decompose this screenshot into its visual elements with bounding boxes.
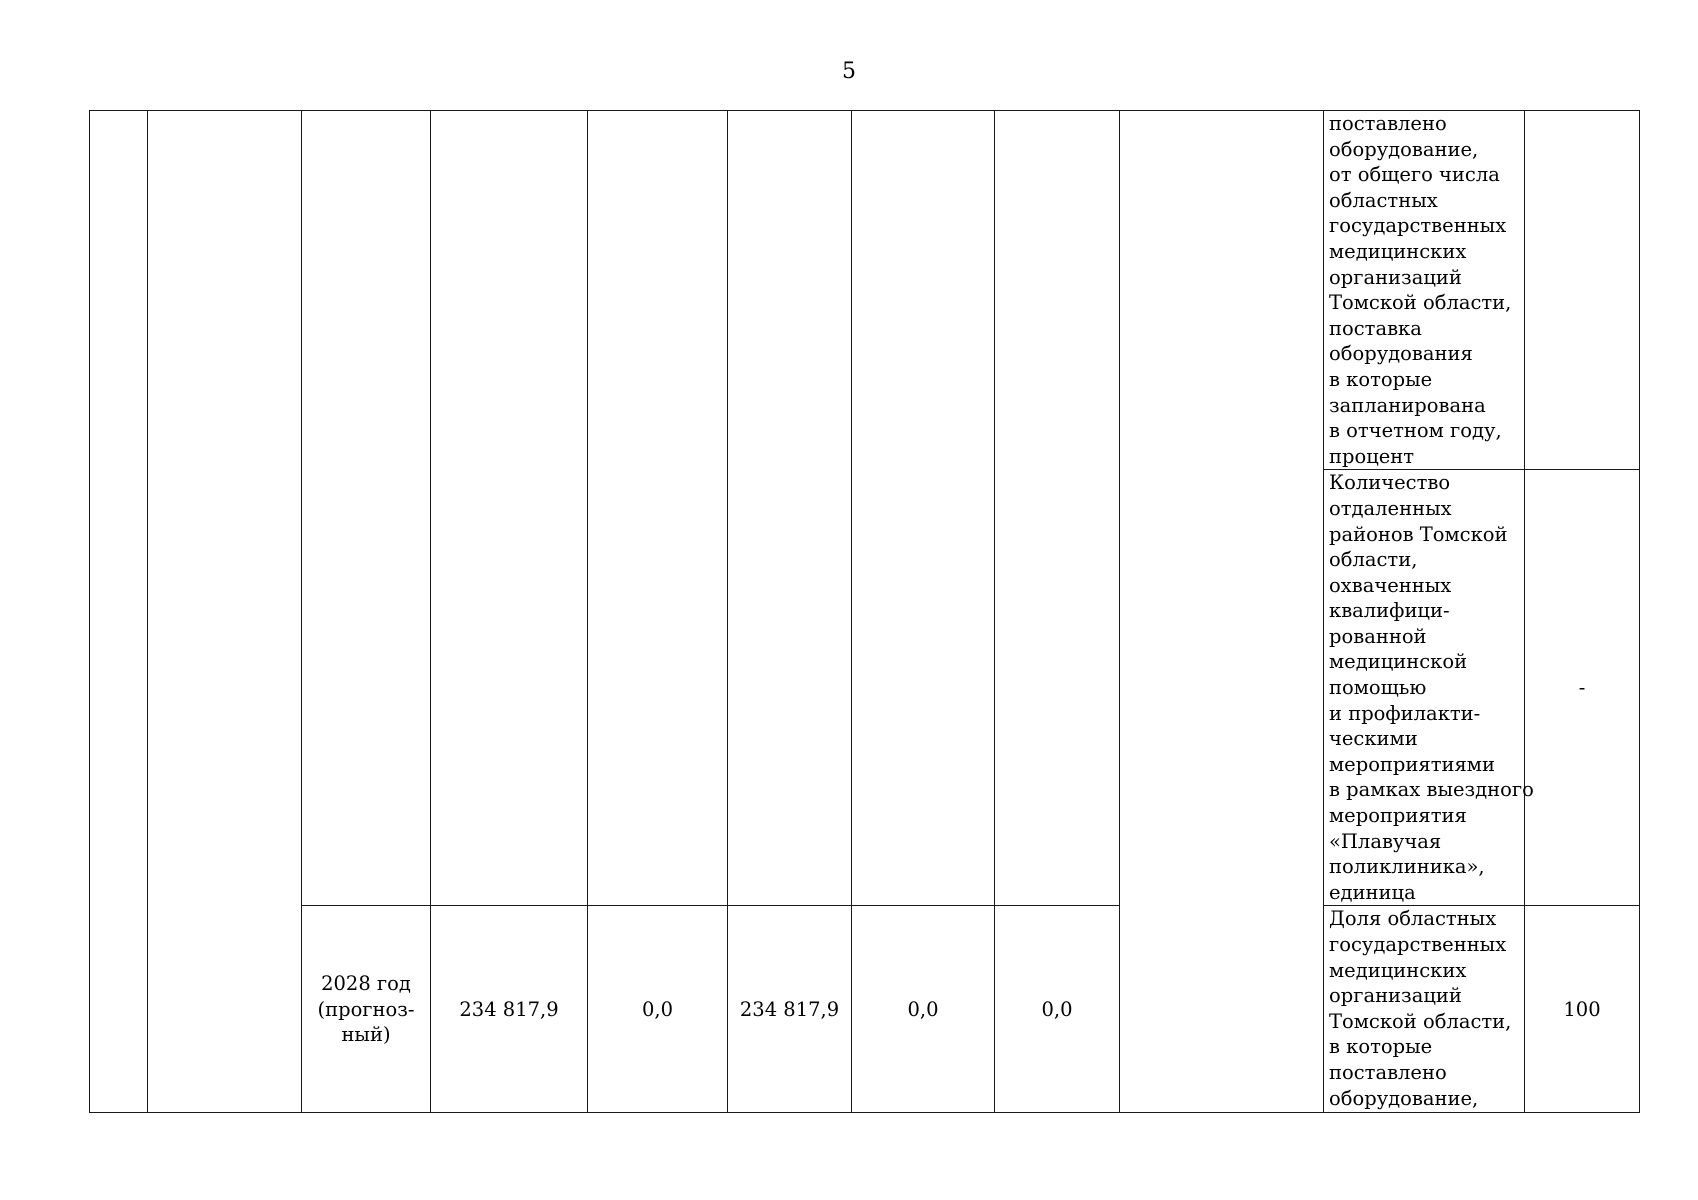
indicator-line: «Плавучая (1329, 829, 1442, 853)
indicator-line: квалифици- (1329, 599, 1450, 623)
indicator-line: организаций (1329, 265, 1462, 289)
indicator-line: отдаленных (1329, 496, 1452, 520)
indicator-line: оборудования (1329, 342, 1473, 366)
indicator-line: ческими (1329, 727, 1418, 751)
indicator-line: поставлено (1329, 1060, 1447, 1084)
indicator-line: в которые (1329, 1035, 1433, 1059)
total-cell (431, 111, 588, 906)
program-table (89, 110, 1640, 1113)
other-sources-cell (995, 111, 1120, 906)
period-cell (302, 906, 431, 1113)
target-value-cell: 100 (1525, 906, 1640, 1113)
indicator-line: рованной (1329, 624, 1427, 648)
target-value-cell: - (1525, 470, 1640, 906)
indicator-line: Доля областных (1329, 907, 1497, 931)
indicator-line: помощью (1329, 676, 1427, 700)
federal-budget-cell: 0,0 (588, 906, 728, 1113)
regional-budget-cell (728, 111, 852, 906)
measure-name-cell (148, 111, 302, 1113)
table-row (90, 906, 1640, 1113)
indicator-name-cell (1324, 111, 1525, 470)
indicator-line: медицинских (1329, 958, 1467, 982)
local-budget-cell (852, 111, 995, 906)
indicator-line: от общего числа (1329, 163, 1500, 187)
indicator-line: в отчетном году, (1329, 419, 1502, 443)
indicator-line: оборудование, (1329, 1086, 1479, 1110)
indicator-line: областных (1329, 188, 1438, 212)
indicator-line: в рамках выездного (1329, 778, 1534, 802)
indicator-line: поликлиника», (1329, 855, 1485, 879)
indicator-line: организаций (1329, 984, 1462, 1008)
indicator-line: охваченных (1329, 573, 1452, 597)
indicator-line: государственных (1329, 214, 1507, 238)
indicator-line: районов Томской (1329, 522, 1508, 546)
indicator-line: мероприятиями (1329, 752, 1495, 776)
indicator-line: медицинских (1329, 239, 1467, 263)
period-line: ный) (341, 1023, 391, 1047)
other-sources-cell: 0,0 (995, 906, 1120, 1113)
indicator-line: области, (1329, 548, 1418, 572)
indicator-line: в которые (1329, 367, 1433, 391)
indicator-line: государственных (1329, 933, 1507, 956)
table-row (90, 111, 1640, 470)
period-cell (302, 111, 431, 906)
total-cell: 234 817,9 (431, 906, 588, 1113)
period-line: (прогноз- (317, 997, 415, 1021)
indicator-line: медицинской (1329, 650, 1468, 674)
executor-cell (1120, 111, 1324, 1113)
indicator-line: Томской области, (1329, 291, 1512, 315)
indicator-line: оборудование, (1329, 137, 1479, 161)
number-cell (90, 111, 148, 1113)
indicator-line: мероприятия (1329, 804, 1467, 828)
regional-budget-cell: 234 817,9 (728, 906, 852, 1113)
page-number: 5 (842, 59, 856, 84)
federal-budget-cell (588, 111, 728, 906)
period-line: 2028 год (321, 972, 411, 996)
indicator-line: и профилакти- (1329, 701, 1481, 725)
target-value-cell (1525, 111, 1640, 470)
indicator-name-cell (1324, 470, 1534, 906)
indicator-line: Томской области, (1329, 1009, 1512, 1033)
local-budget-cell: 0,0 (852, 906, 995, 1113)
indicator-name-cell (1324, 906, 1525, 1113)
indicator-line: поставка (1329, 316, 1422, 340)
indicator-line: процент (1329, 444, 1415, 468)
indicator-line: Количество (1329, 471, 1451, 495)
indicator-line: запланирована (1329, 393, 1486, 417)
indicator-line: поставлено (1329, 112, 1447, 135)
indicator-line: единица (1329, 880, 1416, 904)
